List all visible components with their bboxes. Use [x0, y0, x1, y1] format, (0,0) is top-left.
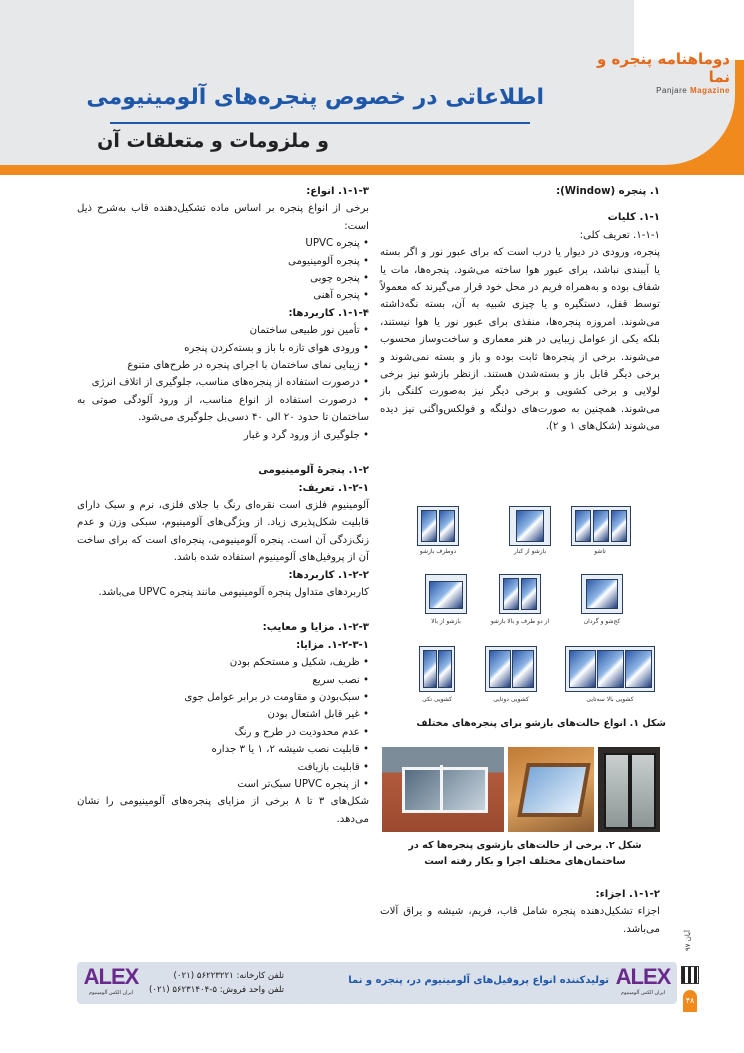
spacer [77, 453, 369, 462]
magazine-logo [580, 50, 730, 95]
left-column [77, 183, 369, 828]
window-folding-icon [571, 506, 631, 546]
window-label: کشویی بالا سه‌تایی [586, 696, 634, 703]
section-heading: ۱-۲-۳-۱. مزایا: [296, 639, 369, 651]
bullet-item: • غیر قابل اشتعال بودن [77, 706, 369, 723]
window-double-sliding-icon [485, 646, 537, 692]
alex-logo-right: ALEX ایران الکس آلومینیوم [615, 964, 671, 996]
bullet-item: • پنجره UPVC [77, 235, 369, 252]
bullet-item: • پنجره آلومینیومی [77, 253, 369, 270]
photo-white-casement [382, 747, 504, 832]
bullet-item: • از پنجره UPVC سبک‌تر است [77, 776, 369, 793]
issue-date: آبان ۹۷ [684, 930, 692, 951]
paragraph: برخی از انواع پنجره بر اساس ماده تشکیل‌دهنده قاب به‌شرح ذیل است: [77, 203, 369, 232]
bullet-item: • قابلیت نصب شیشه ۲، ۱ یا ۳ جداره [77, 741, 369, 758]
window-label: کشویی دوتایی [493, 696, 529, 703]
paragraph: ۱-۱-۱. تعریف کلی: [579, 229, 660, 241]
section-heading: ۱-۱-۳. انواع: [306, 186, 369, 197]
alex-logo-left: ALEX ایران الکس آلومینیوم [83, 964, 139, 996]
figure-1-caption: شکل ۱. انواع حالت‌های بازشو برای پنجره‌های مختلف [416, 718, 666, 729]
bullet-item: • عدم محدودیت در طرح و رنگ [77, 724, 369, 741]
window-label: کج‌شو و گردان [583, 618, 621, 625]
paragraph: آلومینیوم فلزی است نقره‌ای رنگ با جلای فلزی، نرم و سبک دارای قابلیت شکل‌پذیری زیاد. از ویژگی‌های آلومینیوم، سبکی وزن و عدم زنگ‌زدگی آن است. پنجره آلومینیومی، پنجره‌ای است که برای ساخت آن از پروفیل‌های آلومینیوم استفاده شده باشد. [77, 499, 369, 564]
right-column [380, 183, 660, 436]
phone-sales: تلفن واحد فروش: ۵-۵۶۲۳۱۴۰۴ (۰۲۱) [149, 985, 285, 995]
magazine-name-en: Panjare Magazine [656, 86, 730, 95]
paragraph: پنجره، ورودی در دیوار یا درب است که برای عبور نور و اگر بسته یا آببندی نباشد، برای عبور هوا ساخته می‌شود. پنجره‌ها، مات یا شفاف بوده و به‌همراه فریم در محل خود قرار می‌گیرند که معمولاً توسط قفل، دستگیره و یا چیزی شبیه به آن، بسته نگه‌داشته می‌شوند. امروزه پنجره‌ها، منفذی برای عبور نور یا هوا نیستند، بلکه یکی از عوامل زیبایی در هنر معماری و ساخت‌وساز محسوب می‌شوند. برخی از پنجره‌ها ثابت بوده و باز و بسته نمی‌شوند و برخی دیگر قابل باز و بسته‌شدن هستند. ازنظر بازشو نیز برخی لولایی و برخی کشویی و برخی دیگر نیز به‌صورت کلنگی باز می‌شوند. همچنین به صورت‌های دولنگه و فولکس‌واگنی نیز دیده می‌شوند (شکل‌های ۱ و ۲). [380, 247, 660, 433]
figure-1-window-types [415, 506, 665, 711]
paragraph: شکل‌های ۳ تا ۸ برخی از مزایای پنجره‌های آلومینیومی را نشان می‌دهد. [77, 796, 369, 825]
window-side-hung-icon [509, 506, 551, 546]
bullet-item: • ورودی هوای تازه با باز و بسته‌کردن پنجره [77, 340, 369, 357]
bullet-item: • زیبایی نمای ساختمان با اجرای پنجره در طرح‌های متنوع [77, 357, 369, 374]
photo-sliding-door [598, 747, 660, 832]
window-triple-sliding-icon [565, 646, 655, 692]
section-heading: ۱-۱. کلیات [607, 212, 660, 224]
photo-roof-window [508, 747, 594, 832]
window-label: بازشو از بالا [431, 618, 461, 625]
section-heading: ۱. پنجره (Window): [556, 186, 660, 197]
window-top-hung-icon [425, 574, 467, 614]
bullet-item: • نصب سریع [77, 672, 369, 689]
page-number: ۴۸ [683, 990, 697, 1012]
bullet-item: • ظریف، شکیل و مستحکم بودن [77, 654, 369, 671]
bullet-item: • تأمین نور طبیعی ساختمان [77, 322, 369, 339]
bullet-item: • جلوگیری از ورود گرد و غبار [77, 427, 369, 444]
bullet-item: • پنجره چوبی [77, 270, 369, 287]
page-title: اطلاعاتی در خصوص پنجره‌های آلومینیومی [86, 85, 544, 110]
window-label: کشویی تکی [422, 696, 452, 703]
magazine-name-fa: دوماهنامه پنجره و نما [596, 50, 730, 86]
title-underline [110, 122, 530, 124]
spacer [77, 601, 369, 610]
paragraph: کاربردهای متداول پنجره آلومینیومی مانند پنجره UPVC می‌باشد. [98, 586, 369, 598]
section-heading: ۱-۲. پنجرۀ آلومینیومی [258, 465, 369, 477]
bullet-item: • سبک‌بودن و مقاومت در برابر عوامل جوی [77, 689, 369, 706]
window-tilt-turn-icon [581, 574, 623, 614]
window-double-casement-icon [417, 506, 459, 546]
paragraph: اجزاء تشکیل‌دهنده پنجره شامل قاب، فریم، شیشه و یراق آلات می‌باشد. [380, 906, 660, 935]
bullet-item: • قابلیت بازیافت [77, 759, 369, 776]
spacer [380, 200, 660, 209]
bullet-item: • درصورت استفاده از پنجره‌های مناسب، جلوگیری از اتلاف انرژی [77, 374, 369, 391]
window-label: تاشو [594, 548, 606, 555]
footer-phones [149, 969, 284, 997]
section-heading: ۱-۱-۲. اجزاء: [595, 889, 660, 900]
section-heading: ۱-۱-۴. کاربردها: [288, 307, 369, 319]
window-label: دوطرف بازشو [419, 548, 457, 555]
bullet-item: • درصورت استفاده از انواع مناسب، از ورود آلودگی صوتی به ساختمان تا حدود ۲۰ الی ۴۰ دسی‌بل جلوگیری می‌شود. [77, 392, 369, 427]
section-heading: ۱-۲-۱. تعریف: [298, 482, 369, 494]
window-label: بازشو از کنار [513, 548, 547, 555]
bullet-item: • پنجره آهنی [77, 287, 369, 304]
phone-factory: تلفن کارخانه: ۵۶۲۲۳۲۲۱ (۰۲۱) [173, 971, 285, 981]
window-single-sliding-icon [419, 646, 455, 692]
magazine-mark-icon [681, 966, 699, 984]
section-heading: ۱-۲-۲. کاربردها: [288, 569, 369, 581]
section-heading: ۱-۲-۳. مزایا و معایب: [262, 622, 369, 634]
window-label: از دو طرف و بالا بازشو [490, 618, 550, 625]
page-subtitle: و ملزومات و متعلقات آن [97, 130, 329, 152]
footer-slogan: تولیدکننده انواع پروفیل‌های آلومینیوم در، پنجره و نما [348, 975, 609, 986]
right-bottom-text [380, 886, 660, 938]
spacer [77, 444, 369, 453]
window-tilt-turn-double-icon [499, 574, 541, 614]
footer-ad-banner [77, 962, 677, 1004]
spacer [77, 610, 369, 619]
figure-2-caption: شکل ۲. برخی از حالت‌های بازشوی پنجره‌ها که در ساختمان‌های مختلف اجرا و بکار رفته است [408, 840, 642, 867]
